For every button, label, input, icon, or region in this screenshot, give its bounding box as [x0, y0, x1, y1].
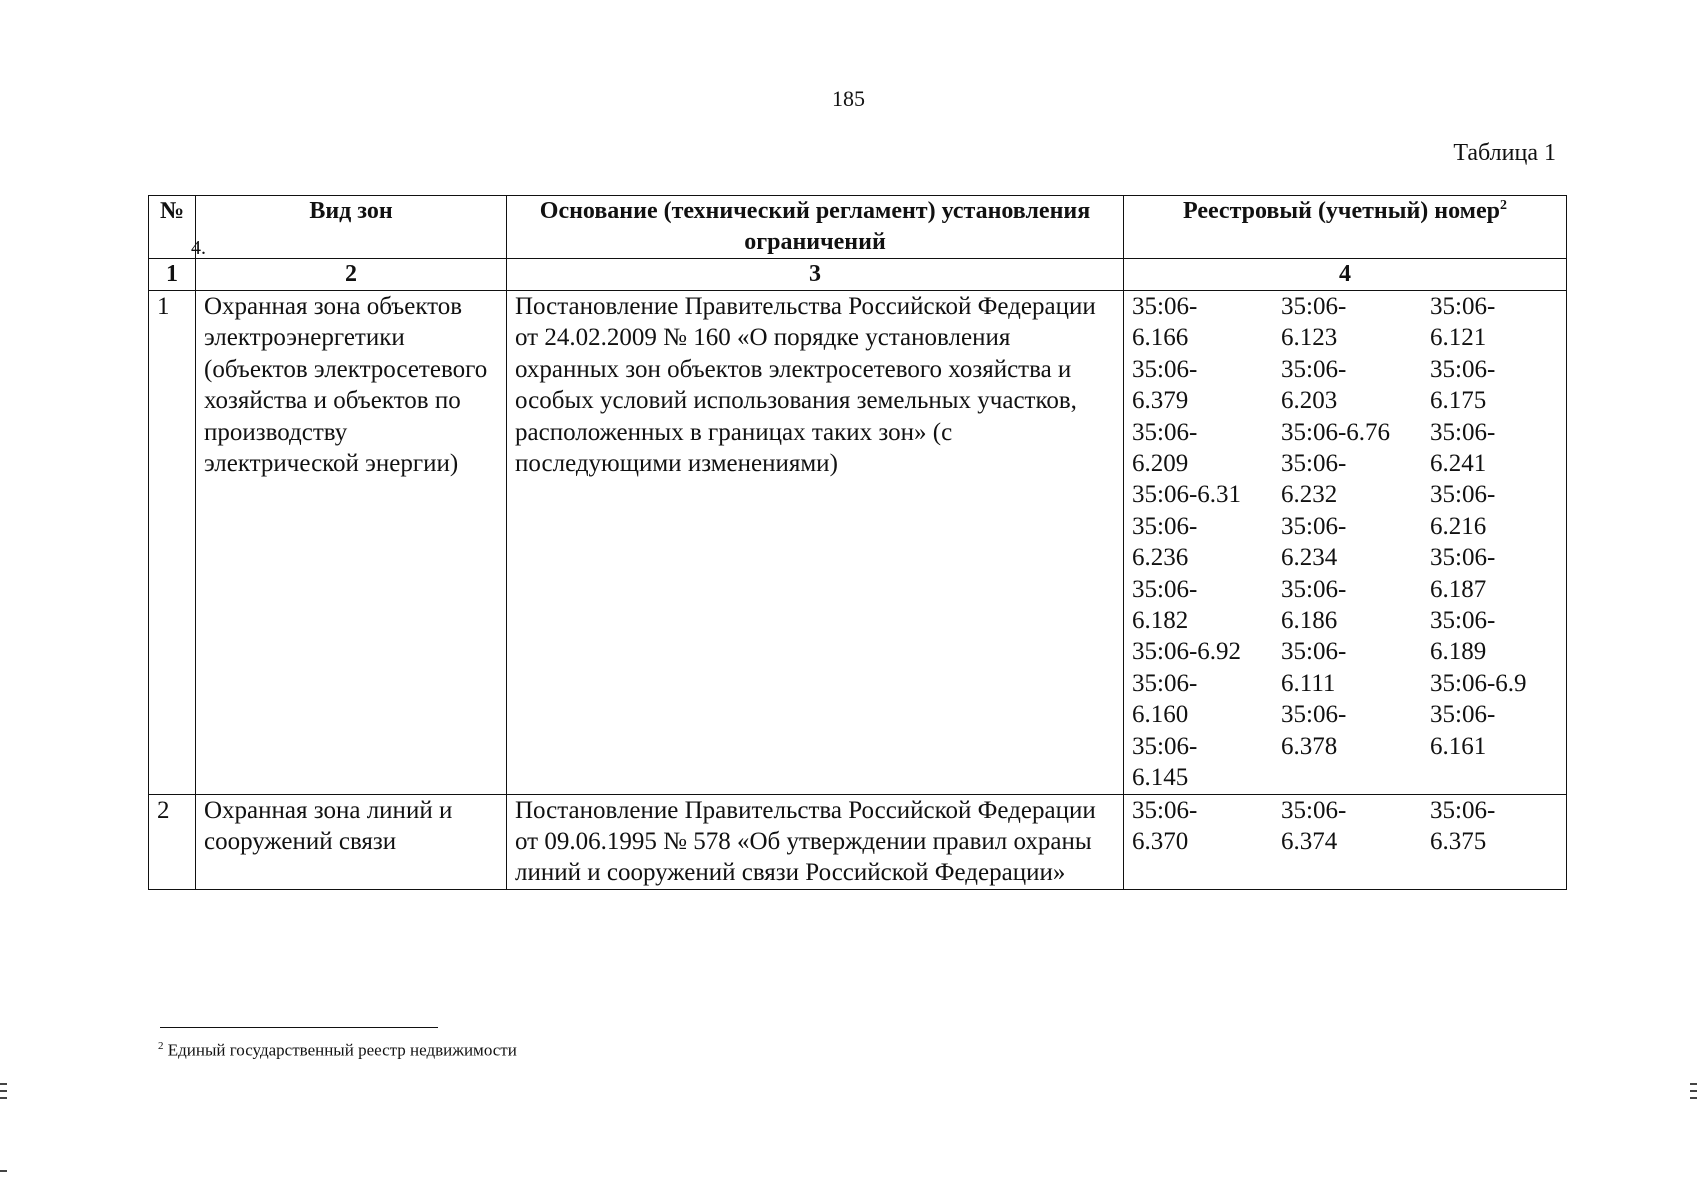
registry-code: 35:06-6.76 — [1281, 418, 1391, 446]
basis-cell — [507, 794, 1124, 889]
scan-edge-mark — [0, 1090, 7, 1092]
registry-code: 35:06- — [1132, 512, 1198, 540]
registry-code: 35:06- — [1281, 701, 1347, 729]
zone-type-cell: Охранная зона линий и сооружений связи — [196, 794, 507, 889]
footnote-text: Единый государственный реестр недвижимости — [167, 1040, 517, 1060]
registry-code: 6.121 — [1430, 324, 1487, 352]
column-number-4: 4 — [1124, 259, 1567, 291]
registry-code: 35:06- — [1281, 512, 1347, 540]
footnote-mark: 2 — [158, 1040, 164, 1052]
registry-codes-cell — [1124, 794, 1567, 889]
registry-code: 35:06- — [1132, 575, 1198, 603]
registry-code: 35:06- — [1132, 418, 1198, 446]
zone-type-cell: Охранная зона объектов электроэнергетики (объектов электросетевого хозяйства и объектов по производству электрической энергии) — [196, 291, 507, 795]
registry-code: 35:06- — [1132, 355, 1198, 383]
header-registry-number — [1124, 196, 1567, 259]
registry-code: 6.378 — [1281, 732, 1338, 760]
registry-code: 35:06- — [1430, 544, 1496, 572]
registry-code: 35:06- — [1430, 355, 1496, 383]
table-row — [149, 794, 1567, 889]
registry-code: 6.236 — [1132, 544, 1189, 572]
registry-codes-grid — [1132, 795, 1558, 858]
registry-code: 35:06- — [1132, 796, 1198, 824]
registry-code: 35:06- — [1281, 575, 1347, 603]
basis-line: от 09.06.1995 № 578 «Об утверждении правил охраны линий и сооружений связи Российской Федерации» — [515, 827, 1092, 887]
registry-code: 35:06- — [1281, 450, 1347, 478]
page-number: 185 — [832, 86, 865, 111]
registry-code: 6.234 — [1281, 544, 1338, 572]
registry-code: 6.209 — [1132, 450, 1189, 478]
registry-code: 35:06- — [1430, 701, 1496, 729]
registry-code: 35:06-6.31 — [1132, 481, 1242, 509]
table-row — [149, 291, 1567, 795]
registry-code: 35:06- — [1281, 638, 1347, 666]
column-number-2: 2 — [196, 259, 507, 291]
registry-code: 35:06-6.92 — [1132, 638, 1242, 666]
registry-codes-column — [1281, 291, 1430, 794]
registry-codes-column — [1430, 795, 1570, 858]
registry-code: 35:06- — [1281, 293, 1347, 320]
row-number: 1 — [149, 291, 196, 795]
registry-code: 6.145 — [1132, 764, 1189, 792]
header-num-label: № — [159, 198, 185, 224]
registry-code: 35:06- — [1281, 355, 1347, 383]
registry-code: 6.111 — [1281, 669, 1336, 697]
row-number: 2 — [149, 794, 196, 889]
registry-code: 35:06- — [1430, 293, 1496, 320]
footnote — [158, 1040, 517, 1061]
scan-edge-mark — [1690, 1083, 1697, 1085]
registry-code: 6.187 — [1430, 575, 1487, 603]
registry-codes-column — [1281, 795, 1430, 858]
scan-edge-mark — [0, 1170, 7, 1172]
scan-edge-mark — [1690, 1097, 1697, 1099]
registry-code: 35:06- — [1281, 796, 1347, 824]
registry-code: 35:06- — [1132, 293, 1198, 320]
footnote-divider — [160, 1027, 438, 1028]
registry-code: 6.186 — [1281, 607, 1338, 635]
registry-codes-column — [1132, 795, 1281, 858]
header-row — [149, 196, 1567, 259]
registry-code: 35:06- — [1430, 481, 1496, 509]
registry-code: 35:06-6.9 — [1430, 669, 1527, 697]
registry-code: 6.161 — [1430, 732, 1487, 760]
registry-code: 6.374 — [1281, 827, 1338, 855]
registry-code: 35:06- — [1132, 669, 1198, 697]
registry-codes-column — [1430, 291, 1570, 794]
registry-code: 35:06- — [1430, 607, 1496, 635]
header-registry-label: Реестровый (учетный) номер — [1182, 198, 1501, 224]
scan-edge-mark — [1690, 1090, 1697, 1092]
registry-code: 6.123 — [1281, 324, 1338, 352]
scan-edge-mark — [0, 1097, 7, 1099]
registry-codes-cell — [1124, 291, 1567, 795]
header-footnote-ref: 2 — [1500, 198, 1508, 213]
registry-code: 6.216 — [1430, 512, 1487, 540]
header-zone-type: Вид зон — [196, 196, 507, 259]
registry-code: 35:06- — [1430, 418, 1496, 446]
column-number-3: 3 — [507, 259, 1124, 291]
registry-code: 6.189 — [1430, 638, 1487, 666]
restriction-zones-table — [148, 195, 1567, 890]
registry-code: 6.203 — [1281, 387, 1338, 415]
registry-codes-grid — [1132, 291, 1558, 794]
column-number-1: 1 — [149, 259, 196, 291]
column-number-row — [149, 259, 1567, 291]
registry-code: 6.182 — [1132, 607, 1189, 635]
header-num-stray-mark: 4. — [191, 237, 206, 259]
registry-codes-column — [1132, 291, 1281, 794]
header-num — [149, 196, 206, 259]
header-basis: Основание (технический регламент) установления ограничений — [507, 196, 1124, 259]
basis-line: Постановление Правительства Российской Федерации — [515, 796, 1096, 824]
registry-code: 6.166 — [1132, 324, 1189, 352]
registry-code: 6.175 — [1430, 387, 1487, 415]
registry-code: 6.232 — [1281, 481, 1338, 509]
registry-code: 35:06- — [1132, 732, 1198, 760]
registry-code: 6.375 — [1430, 827, 1487, 855]
registry-code: 35:06- — [1430, 796, 1496, 824]
registry-code: 6.160 — [1132, 701, 1189, 729]
table-caption: Таблица 1 — [1453, 140, 1556, 166]
scan-edge-mark — [0, 1083, 7, 1085]
basis-cell: Постановление Правительства Российской Федерации от 24.02.2009 № 160 «О порядке установления охранных зон объектов электросетевого хозяйства и особых условий использования земельных участков, расположенных в границах таких зон» (с последующими изменениями) — [507, 291, 1124, 795]
registry-code: 6.241 — [1430, 450, 1487, 478]
registry-code: 6.379 — [1132, 387, 1189, 415]
registry-code: 6.370 — [1132, 827, 1189, 855]
